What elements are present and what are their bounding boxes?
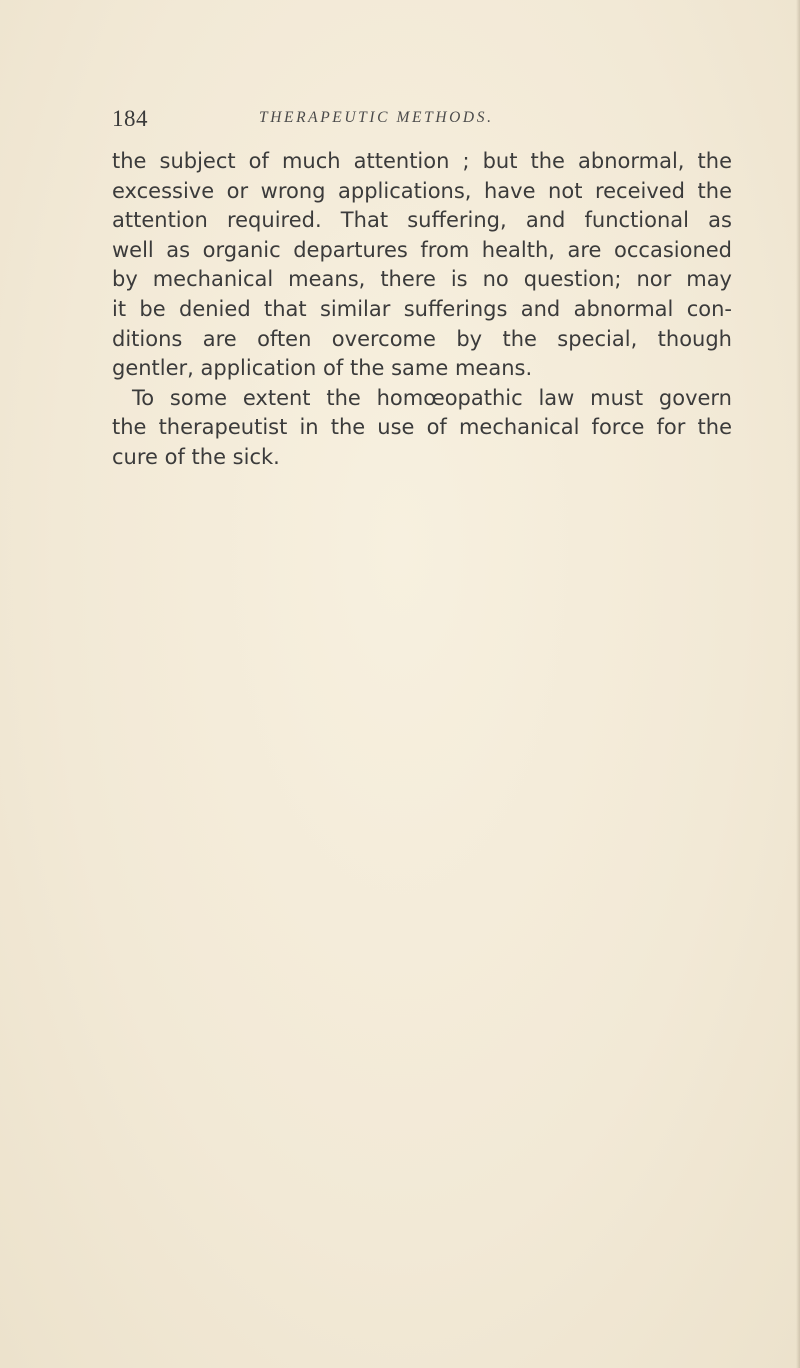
text-line: the therapeutist in the use of mechanical force for the bbox=[112, 415, 732, 440]
text-line: it be denied that similar sufferings and abnormal con- bbox=[112, 296, 732, 321]
text-line: well as organic departures from health, are occasioned bbox=[112, 237, 732, 262]
text-line: cure of the sick. bbox=[112, 444, 280, 469]
text-line: To some extent the homœopathic law must govern bbox=[132, 385, 732, 410]
text-line: attention required. That suffering, and functional as bbox=[112, 208, 732, 233]
body-text bbox=[112, 147, 732, 473]
running-head: THERAPEUTIC METHODS. bbox=[259, 109, 494, 126]
text-line: excessive or wrong applications, have not received the bbox=[112, 178, 732, 203]
text-line: gentler, application of the same means. bbox=[112, 356, 533, 381]
page-number: 184 bbox=[112, 106, 148, 131]
page-edge-shadow bbox=[796, 0, 800, 1368]
text-line: the subject of much attention ; but the abnormal, the bbox=[112, 149, 732, 173]
text-line: by mechanical means, there is no question; nor may bbox=[112, 267, 732, 292]
text-line: ditions are often overcome by the special, though bbox=[112, 326, 732, 351]
